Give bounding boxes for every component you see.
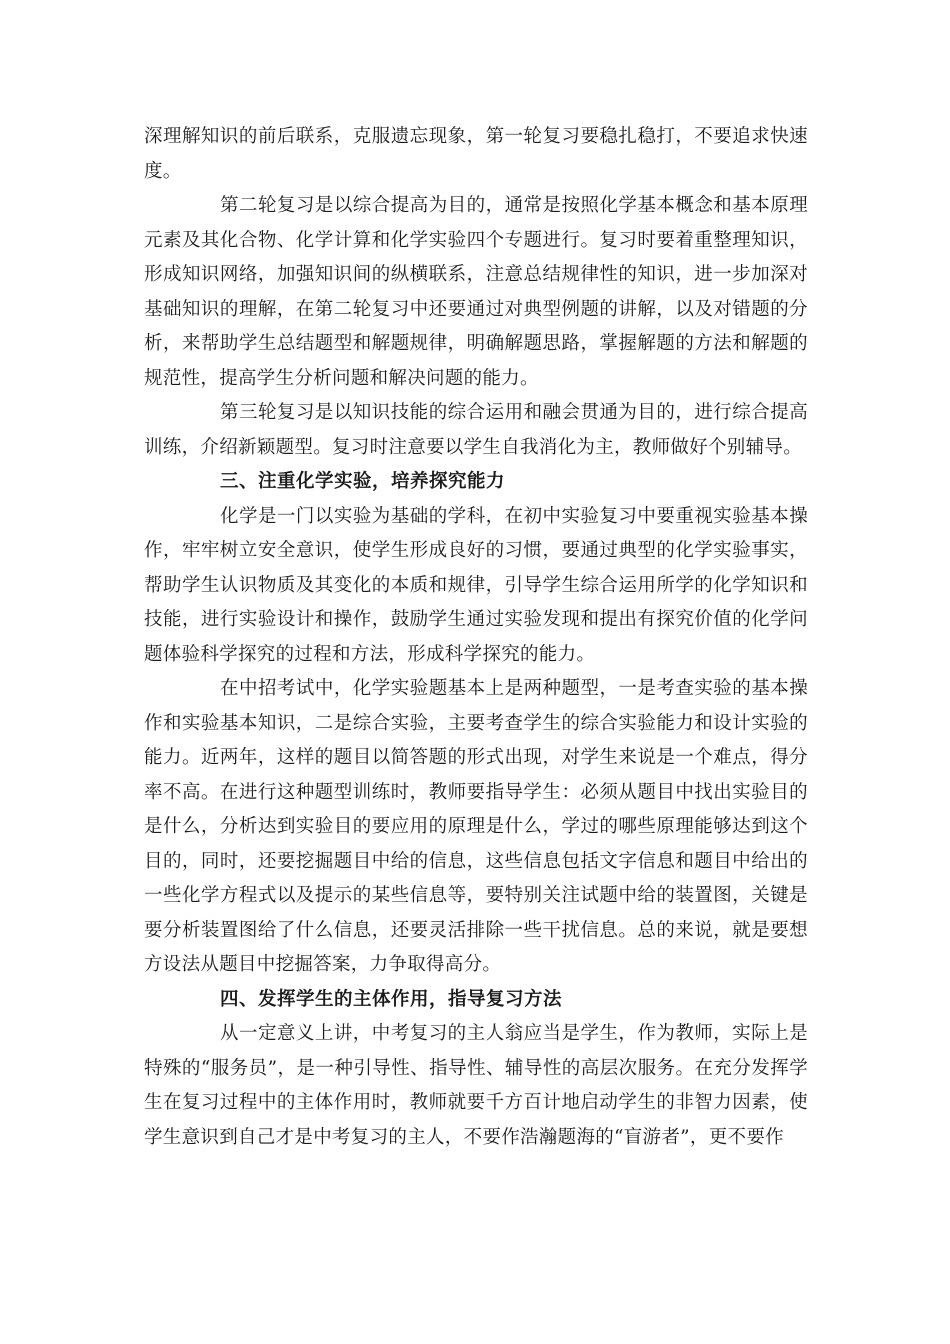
paragraph-third-round-review: 第三轮复习是以知识技能的综合运用和融会贯通为目的，进行综合提高训练，介绍新颖题型。复习时注意要以学生自我消化为主，教师做好个别辅导。 (144, 402, 808, 458)
paragraph-second-round-review: 第二轮复习是以综合提高为目的，通常是按照化学基本概念和基本原理元素及其化合物、化学计算和化学实验四个专题进行。复习时要着重整理知识，形成知识网络，加强知识间的纵横联系，注意总结规律性的知识，进一步加深对基础知识的理解，在第二轮复习中还要通过对典型例题的讲解，以及对错题的分析，来帮助学生总结题型和解题规律，明确解题思路，掌握解题的方法和解题的规范性，提高学生分析问题和解决问题的能力。 (144, 195, 808, 389)
paragraph-chemistry-experiments: 化学是一门以实验为基础的学科，在初中实验复习中要重视实验基本操作，牢牢树立安全意识，使学生形成良好的习惯，要通过典型的化学实验事实，帮助学生认识物质及其变化的本质和规律，引导学生综合运用所学的化学知识和技能，进行实验设计和操作，鼓励学生通过实验发现和提出有探究价值的化学问题体验科学探究的过程和方法，形成科学探究的能力。 (144, 505, 808, 665)
section-heading-student-role: 四、发挥学生的主体作用，指导复习方法 (220, 988, 563, 1010)
paragraph-continuation: 深理解知识的前后联系，克服遗忘现象，第一轮复习要稳扎稳打，不要追求快速度。 (144, 126, 808, 182)
section-heading-experiments: 三、注重化学实验，培养探究能力 (220, 471, 506, 492)
paragraph-student-role: 从一定意义上讲，中考复习的主人翁应当是学生，作为教师，实际上是特殊的“服务员”，是一种引导性、指导性、辅导性的高层次服务。在充分发挥学生在复习过程中的主体作用时，教师就要千方百计地启动学生的非智力因素，使学生意识到自己才是中考复习的主人，不要作浩瀚题海的“盲游者”，更不要作 (144, 1023, 808, 1148)
document-page (144, 120, 808, 1155)
paragraph-exam-experiment-questions: 在中招考试中，化学实验题基本上是两种题型，一是考查实验的基本操作和实验基本知识，二是综合实验，主要考查学生的综合实验能力和设计实验的能力。近两年，这样的题目以简答题的形式出现，对学生来说是一个难点，得分率不高。在进行这种题型训练时，教师要指导学生：必须从题目中找出实验目的是什么，分析达到实验目的要应用的原理是什么，学过的哪些原理能够达到这个目的，同时，还要挖掘题目中给的信息，这些信息包括文字信息和题目中给出的一些化学方程式以及提示的某些信息等，要特别关注试题中给的装置图，关键是要分析装置图给了什么信息，还要灵活排除一些干扰信息。总的来说，就是要想方设法从题目中挖掘答案，力争取得高分。 (144, 678, 808, 975)
